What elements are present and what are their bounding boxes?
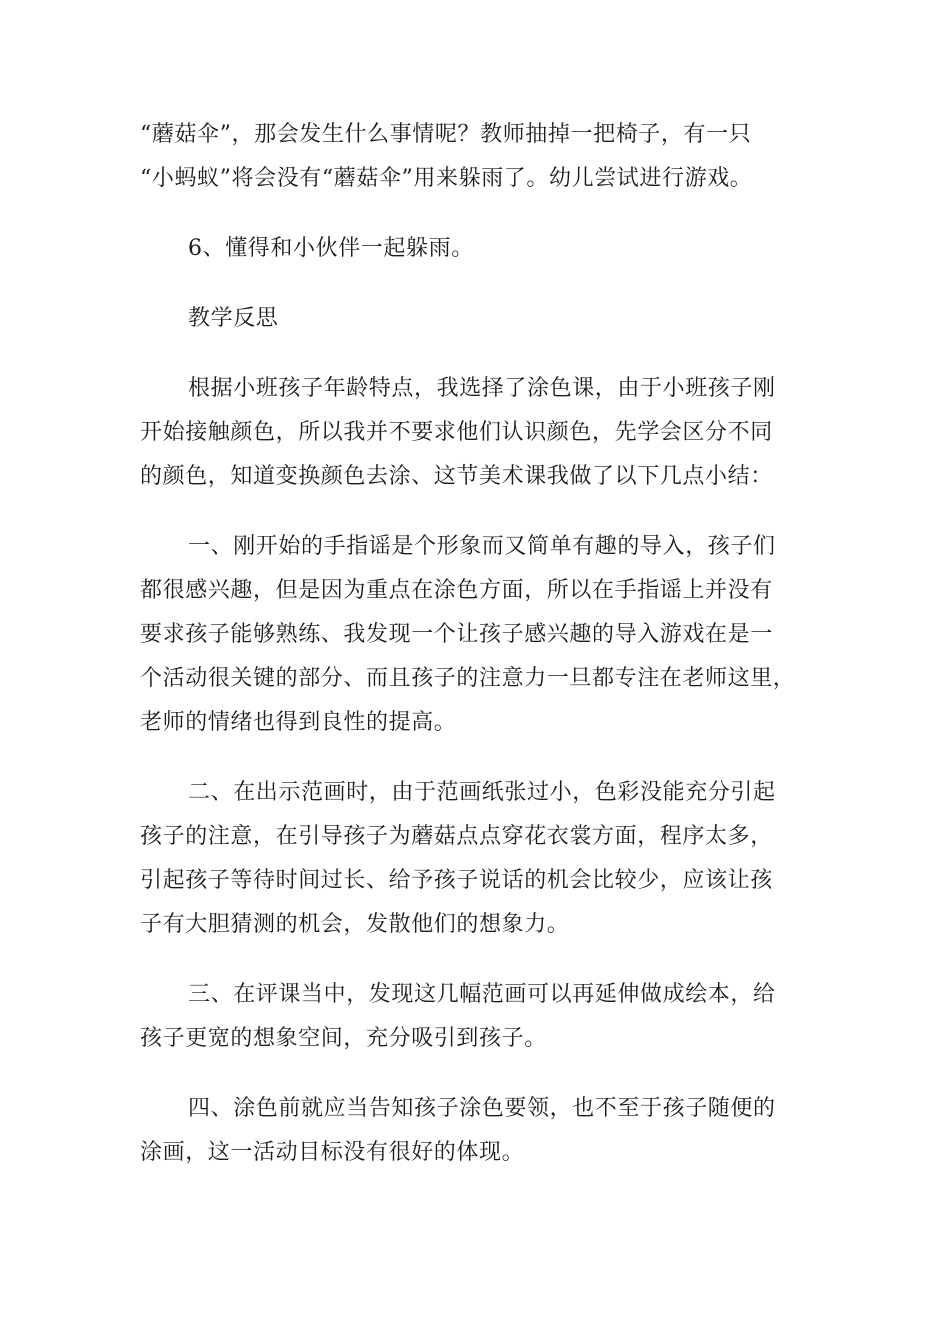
text-line: 根据小班孩子年龄特点，我选择了涂色课，由于小班孩子刚 xyxy=(188,376,776,401)
text-line: 三、在评课当中，发现这几幅范画可以再延伸做成绘本，给 xyxy=(188,982,776,1007)
text-line: 个活动很关键的部分、而且孩子的注意力一旦都专注在老师这里， xyxy=(140,666,796,691)
text-line: “小蚂蚁”将会没有“蘑菇伞”用来躲雨了。幼儿尝试进行游戏。 xyxy=(140,166,753,191)
document-page xyxy=(140,113,810,1201)
paragraph-point-3 xyxy=(140,973,810,1061)
paragraph-step-6 xyxy=(140,227,810,271)
text-line: 的颜色，知道变换颜色去涂、这节美术课我做了以下几点小结： xyxy=(140,464,773,489)
text-line: “蘑菇伞”，那会发生什么事情呢？教师抽掉一把椅子，有一只 xyxy=(140,122,752,147)
paragraph-point-2 xyxy=(140,771,810,947)
text-line: 老师的情绪也得到良性的提高。 xyxy=(140,710,457,735)
text-line: 一、刚开始的手指谣是个形象而又简单有趣的导入，孩子们 xyxy=(188,534,776,559)
section-heading-teaching-reflection xyxy=(140,297,810,341)
text-line: 要求孩子能够熟练、我发现一个让孩子感兴趣的导入游戏在是一 xyxy=(140,622,773,647)
text-line: 开始接触颜色，所以我并不要求他们认识颜色，先学会区分不同 xyxy=(140,420,773,445)
text-line: 都很感兴趣，但是因为重点在涂色方面，所以在手指谣上并没有 xyxy=(140,578,773,603)
text-line: 孩子更宽的想象空间，充分吸引到孩子。 xyxy=(140,1026,547,1051)
text-line: 引起孩子等待时间过长、给予孩子说话的机会比较少，应该让孩 xyxy=(140,868,773,893)
text-line: 二、在出示范画时，由于范画纸张过小，色彩没能充分引起 xyxy=(188,780,776,805)
text-line: 孩子的注意，在引导孩子为蘑菇点点穿花衣裳方面，程序太多， xyxy=(140,824,773,849)
paragraph-point-1 xyxy=(140,525,810,745)
text-line: 子有大胆猜测的机会，发散他们的想象力。 xyxy=(140,912,570,937)
paragraph-reflection-intro xyxy=(140,367,810,499)
text-line: 四、涂色前就应当告知孩子涂色要领，也不至于孩子随便的 xyxy=(188,1096,776,1121)
text-line: 6、懂得和小伙伴一起躲雨。 xyxy=(188,236,474,261)
text-line: 涂画，这一活动目标没有很好的体现。 xyxy=(140,1140,525,1165)
paragraph-game-continuation xyxy=(140,113,810,201)
paragraph-point-4 xyxy=(140,1087,810,1175)
heading-text: 教学反思 xyxy=(188,306,279,331)
